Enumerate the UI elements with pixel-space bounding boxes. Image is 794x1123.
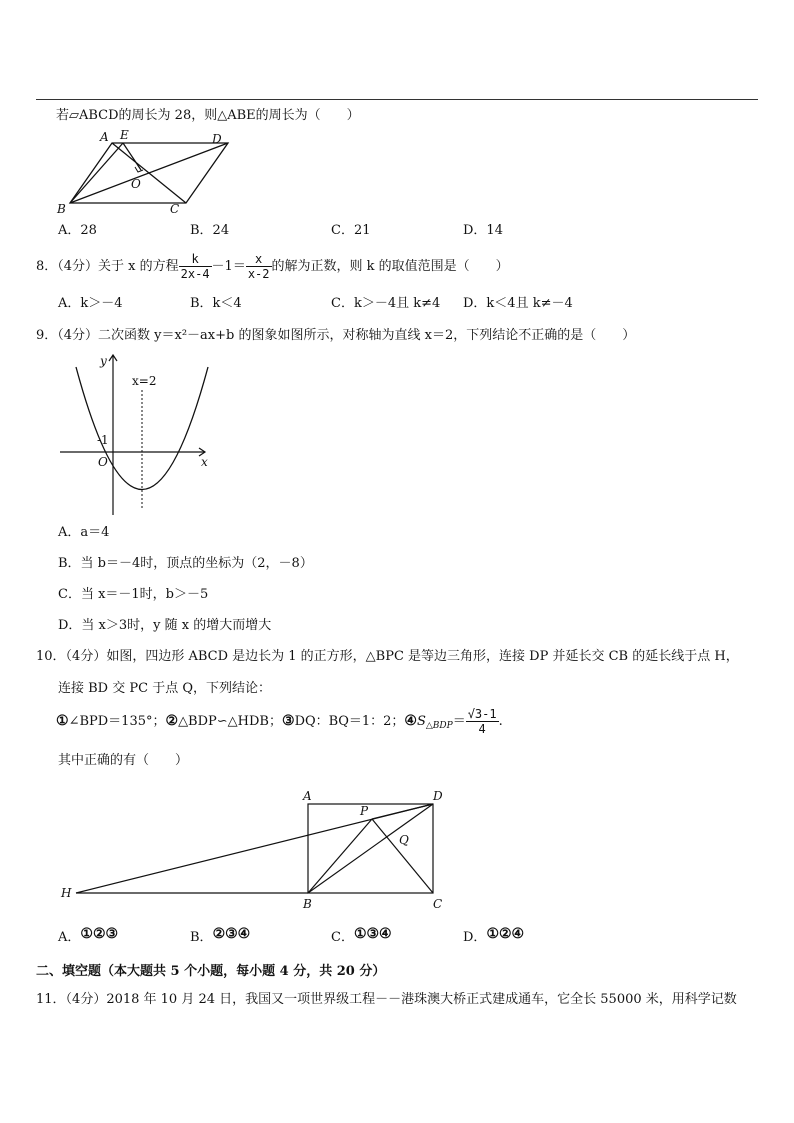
q8-option-d[interactable]: D．k＜4且 k≠－4: [463, 296, 573, 311]
q10-option-c-marks: ①③④: [353, 926, 392, 942]
q8-fraction-1: $\frac{k}{2x-4}$: [180, 252, 210, 281]
q10-label-q: Q: [399, 833, 409, 847]
q10-option-a[interactable]: A．①②③: [58, 926, 119, 945]
q7-label-e: E: [120, 128, 129, 142]
conclusion-4-mark: ④: [404, 713, 417, 729]
conclusion-4-sub: △BDP: [425, 721, 453, 731]
conclusion-3-mark: ③: [282, 713, 295, 729]
q10-stem-line1: 10．（4分）如图，四边形 ABCD 是边长为 1 的正方形，△BPC 是等边三角形，连接 DP 并延长交 CB 的延长线于点 H，: [36, 649, 739, 664]
conclusion-1-text: ∠BPD＝135°；: [68, 714, 166, 729]
q7-option-d[interactable]: D．14: [463, 223, 503, 238]
conclusion-3-text: DQ：BQ＝1：2；: [294, 714, 405, 729]
q9-stem: 9．（4分）二次函数 y＝x²－ax+b 的图象如图所示，对称轴为直线 x＝2，下列结论不正确的是（ ）: [36, 328, 636, 343]
conclusion-2-mark: ②: [165, 713, 179, 729]
q10-label-b: B: [303, 897, 312, 911]
conclusion-1-mark: ①: [56, 713, 69, 729]
q8-stem-c: 的解为正数，则 k 的取值范围是（ ）: [271, 259, 509, 274]
q10-option-c[interactable]: C．①③④: [331, 926, 392, 945]
q10-label-d: D: [433, 789, 443, 803]
q8-stem-a: 8．（4分）关于 x 的方程: [36, 259, 179, 274]
q9-label-axis: x=2: [132, 374, 157, 388]
q10-option-d-marks: ①②④: [486, 926, 525, 942]
q10-stem-line2: 连接 BD 交 PC 于点 Q，下列结论：: [58, 681, 271, 696]
q9-label-x: x: [201, 455, 208, 469]
q10-label-h: H: [61, 886, 72, 900]
q7-stem: 若▱ABCD的周长为 28，则△ABE的周长为（ ）: [56, 108, 360, 123]
q8-fraction-2: $\frac{x}{x-2}$: [247, 252, 270, 281]
q7-option-a[interactable]: A．28: [58, 223, 97, 238]
q10-label-c: C: [433, 897, 443, 911]
q9-label-o: O: [98, 455, 108, 469]
q10-label-p: P: [360, 804, 369, 818]
q10-ask: 其中正确的有（ ）: [58, 753, 189, 768]
q8-stem-b: －1＝: [211, 259, 246, 274]
q9-label-y: y: [100, 354, 107, 368]
q10-option-b[interactable]: B．②③④: [190, 926, 251, 945]
q8-option-c[interactable]: C．k＞－4且 k≠4: [331, 296, 441, 311]
q7-label-b: B: [57, 202, 66, 216]
conclusion-2-text: △BDP∽△HDB；: [178, 714, 282, 729]
section-fill-in-heading: 二、填空题（本大题共 5 个小题，每小题 4 分，共 20 分）: [36, 964, 386, 979]
q9-option-c[interactable]: C．当 x＝－1时，b＞－5: [58, 587, 209, 602]
q7-option-b[interactable]: B．24: [190, 223, 230, 238]
q10-option-d[interactable]: D．①②④: [463, 926, 525, 945]
q11-stem: 11．（4分）2018 年 10 月 24 日，我国又一项世界级工程－－港珠澳大桥正式建成通车，它全长 55000 米，用科学记数: [36, 992, 737, 1007]
conclusion-4-end: .: [498, 714, 503, 729]
q7-label-c: C: [170, 202, 180, 216]
q9-option-b[interactable]: B．当 b＝－4时，顶点的坐标为（2，－8）: [58, 556, 313, 571]
q10-option-a-marks: ①②③: [80, 926, 119, 942]
q9-label-neg1: -1: [97, 433, 109, 447]
q8-option-a[interactable]: A．k＞－4: [58, 296, 123, 311]
q9-option-d[interactable]: D．当 x＞3时，y 随 x 的增大而增大: [58, 618, 272, 633]
q10-label-a: A: [303, 789, 312, 803]
q10-option-b-marks: ②③④: [212, 926, 251, 942]
q7-label-o: O: [131, 177, 141, 191]
q7-option-c[interactable]: C．21: [331, 223, 371, 238]
q7-label-d: D: [212, 132, 222, 146]
q7-label-a: A: [100, 130, 109, 144]
conclusion-4-fraction: $\frac{√3-1}{4}$: [467, 707, 497, 736]
conclusion-4-eq: ＝: [452, 714, 466, 729]
q8-option-b[interactable]: B．k＜4: [190, 296, 242, 311]
conclusion-4-s: S: [416, 714, 426, 729]
q9-option-a[interactable]: A．a＝4: [58, 525, 110, 540]
